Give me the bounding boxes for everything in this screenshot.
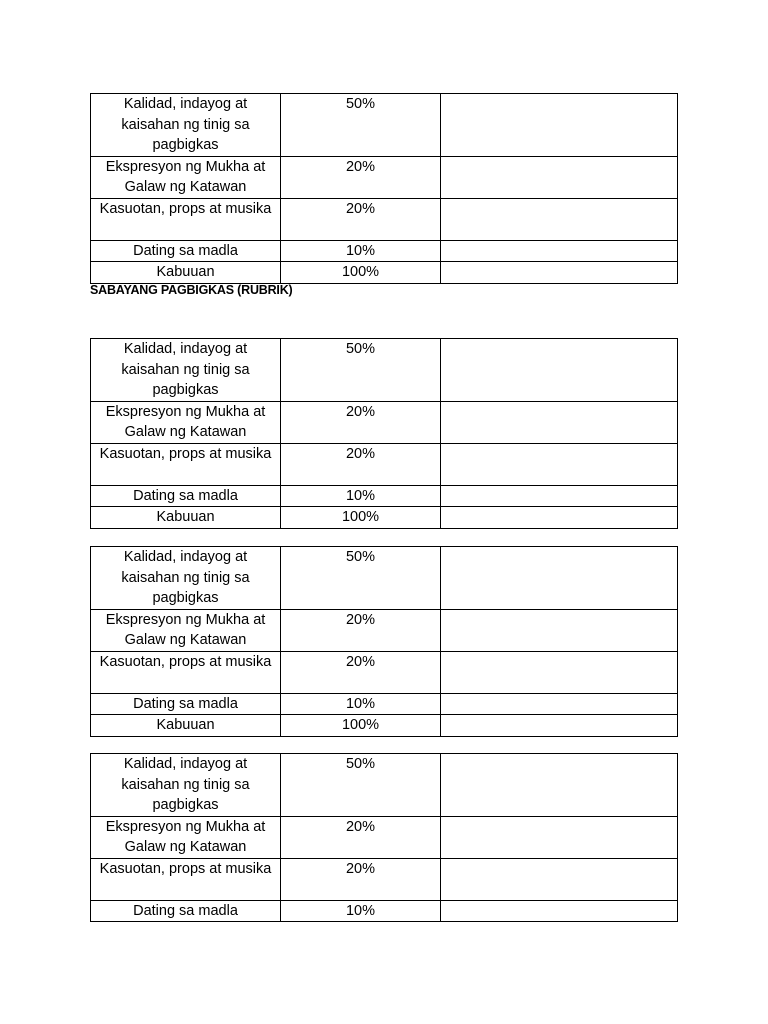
score-cell[interactable] [441, 507, 678, 529]
percent-cell: 100% [281, 715, 441, 737]
rubric-table-1 [90, 93, 678, 284]
percent-cell: 10% [281, 485, 441, 507]
criterion-cell: Dating sa madla [91, 900, 281, 922]
table-row [91, 94, 678, 157]
table-row [91, 900, 678, 922]
rubric-table-3 [90, 546, 678, 737]
score-cell[interactable] [441, 651, 678, 693]
table-row [91, 693, 678, 715]
score-cell[interactable] [441, 609, 678, 651]
criterion-cell: Kalidad, indayog at kaisahan ng tinig sa pagbigkas [91, 547, 281, 610]
table-row [91, 240, 678, 262]
criterion-cell: Kasuotan, props at musika [91, 651, 281, 693]
percent-cell: 100% [281, 507, 441, 529]
criterion-cell: Ekspresyon ng Mukha at Galaw ng Katawan [91, 609, 281, 651]
rubric-table-2 [90, 338, 678, 529]
score-cell[interactable] [441, 715, 678, 737]
table-row [91, 198, 678, 240]
criterion-cell: Kabuuan [91, 507, 281, 529]
score-cell[interactable] [441, 401, 678, 443]
score-cell[interactable] [441, 198, 678, 240]
percent-cell: 20% [281, 198, 441, 240]
table-row [91, 816, 678, 858]
criterion-cell: Kasuotan, props at musika [91, 443, 281, 485]
percent-cell: 20% [281, 816, 441, 858]
criterion-cell: Kalidad, indayog at kaisahan ng tinig sa pagbigkas [91, 339, 281, 402]
percent-cell: 50% [281, 754, 441, 817]
score-cell[interactable] [441, 262, 678, 284]
table-row [91, 651, 678, 693]
table-row-total [91, 507, 678, 529]
criterion-cell: Kasuotan, props at musika [91, 858, 281, 900]
score-cell[interactable] [441, 94, 678, 157]
table-row [91, 485, 678, 507]
criterion-cell: Kalidad, indayog at kaisahan ng tinig sa pagbigkas [91, 754, 281, 817]
score-cell[interactable] [441, 240, 678, 262]
table-row [91, 547, 678, 610]
criterion-cell: Kabuuan [91, 715, 281, 737]
score-cell[interactable] [441, 900, 678, 922]
criterion-cell: Kasuotan, props at musika [91, 198, 281, 240]
percent-cell: 20% [281, 156, 441, 198]
percent-cell: 10% [281, 240, 441, 262]
rubric-table-4 [90, 753, 678, 922]
section-heading: SABAYANG PAGBIGKAS (RUBRIK) [90, 283, 293, 297]
criterion-cell: Dating sa madla [91, 240, 281, 262]
table-row [91, 609, 678, 651]
table-row [91, 443, 678, 485]
score-cell[interactable] [441, 443, 678, 485]
table-row [91, 339, 678, 402]
score-cell[interactable] [441, 339, 678, 402]
percent-cell: 20% [281, 858, 441, 900]
score-cell[interactable] [441, 816, 678, 858]
score-cell[interactable] [441, 547, 678, 610]
percent-cell: 50% [281, 339, 441, 402]
table-row-total [91, 262, 678, 284]
criterion-cell: Dating sa madla [91, 485, 281, 507]
table-row [91, 156, 678, 198]
percent-cell: 50% [281, 94, 441, 157]
percent-cell: 20% [281, 651, 441, 693]
table-row [91, 858, 678, 900]
percent-cell: 20% [281, 443, 441, 485]
criterion-cell: Dating sa madla [91, 693, 281, 715]
table-row [91, 401, 678, 443]
percent-cell: 10% [281, 900, 441, 922]
criterion-cell: Kabuuan [91, 262, 281, 284]
percent-cell: 20% [281, 609, 441, 651]
table-row [91, 754, 678, 817]
criterion-cell: Kalidad, indayog at kaisahan ng tinig sa pagbigkas [91, 94, 281, 157]
table-row-total [91, 715, 678, 737]
score-cell[interactable] [441, 693, 678, 715]
criterion-cell: Ekspresyon ng Mukha at Galaw ng Katawan [91, 156, 281, 198]
percent-cell: 20% [281, 401, 441, 443]
score-cell[interactable] [441, 754, 678, 817]
percent-cell: 100% [281, 262, 441, 284]
score-cell[interactable] [441, 485, 678, 507]
score-cell[interactable] [441, 156, 678, 198]
percent-cell: 10% [281, 693, 441, 715]
percent-cell: 50% [281, 547, 441, 610]
criterion-cell: Ekspresyon ng Mukha at Galaw ng Katawan [91, 401, 281, 443]
criterion-cell: Ekspresyon ng Mukha at Galaw ng Katawan [91, 816, 281, 858]
score-cell[interactable] [441, 858, 678, 900]
